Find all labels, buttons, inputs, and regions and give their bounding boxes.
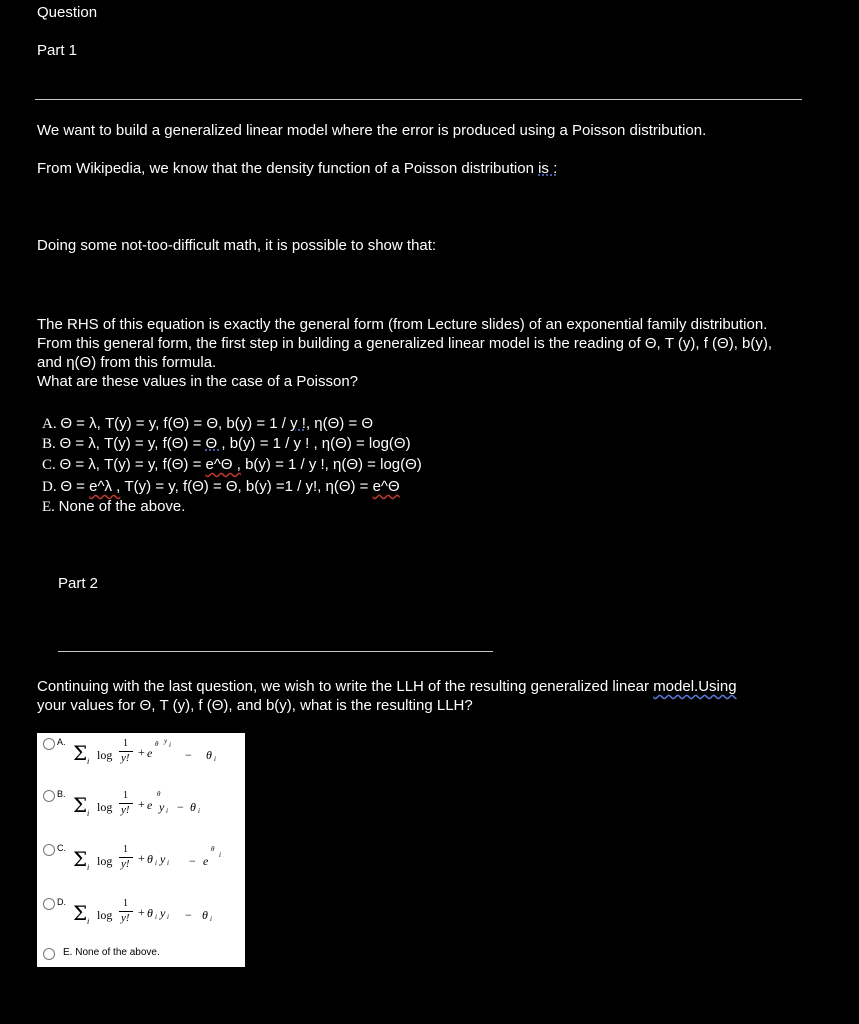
option-d[interactable]: D. Θ = e^λ , T(y) = y, f(Θ) = Θ, b(y) =1 / y!, η(Θ) = e^Θ <box>42 478 400 495</box>
wiki-text: From Wikipedia, we know that the density function of a Poisson distribution is : <box>37 160 558 177</box>
math-intro-text: Doing some not-too-difficult math, it is possible to show that: <box>37 237 437 254</box>
intro-text: We want to build a generalized linear model where the error is produced using a Poisson distribution. <box>37 122 707 139</box>
rhs-paragraph: The RHS of this equation is exactly the general form (from Lecture slides) of an exponential family distribution. From this general form, the first step in building a generalized linear model is the reading of Θ, T (y), f (Θ), b(y), and η(Θ) from this formula. <box>37 316 773 371</box>
llh-option-d[interactable]: D. Σ i log 1 y! + θ i y i − θ i <box>43 897 243 937</box>
radio-e[interactable] <box>43 948 55 960</box>
radio-c[interactable] <box>43 844 55 856</box>
divider-2 <box>58 651 493 652</box>
option-b[interactable]: B. Θ = λ, T(y) = y, f(Θ) = Θ , b(y) = 1 / y ! , η(Θ) = log(Θ) <box>42 435 411 452</box>
option-a[interactable]: A. Θ = λ, T(y) = y, f(Θ) = Θ, b(y) = 1 / y !, η(Θ) = Θ <box>42 415 374 432</box>
part2-intro-line1: Continuing with the last question, we wish to write the LLH of the resulting generalized linear model.Using <box>37 678 737 695</box>
llh-option-b[interactable]: B. Σ i log 1 y! + e θ y i − θ i <box>43 789 243 829</box>
option-e[interactable]: E. None of the above. <box>42 498 186 515</box>
radio-b[interactable] <box>43 790 55 802</box>
radio-a[interactable] <box>43 738 55 750</box>
wiki-link[interactable]: is : <box>538 160 558 177</box>
part1-label: Part 1 <box>37 42 78 59</box>
divider <box>35 99 802 100</box>
option-c[interactable]: C. Θ = λ, T(y) = y, f(Θ) = e^Θ , b(y) = 1 / y !, η(Θ) = log(Θ) <box>42 456 422 473</box>
question-text: What are these values in the case of a Poisson? <box>37 373 359 390</box>
llh-option-c[interactable]: C. Σ i log 1 y! + θ i y i − e θ i <box>43 843 243 883</box>
model-link[interactable]: model.Using <box>653 678 737 695</box>
llh-option-a[interactable]: A. Σ i log 1 y! + e θ y i − θ i <box>43 737 243 777</box>
answer-box <box>37 733 245 967</box>
part2-label: Part 2 <box>58 575 99 592</box>
radio-d[interactable] <box>43 898 55 910</box>
part2-intro-line2: your values for Θ, T (y), f (Θ), and b(y), what is the resulting LLH? <box>37 697 473 714</box>
question-label: Question <box>37 4 98 21</box>
llh-option-e[interactable]: E. None of the above. <box>43 947 243 963</box>
